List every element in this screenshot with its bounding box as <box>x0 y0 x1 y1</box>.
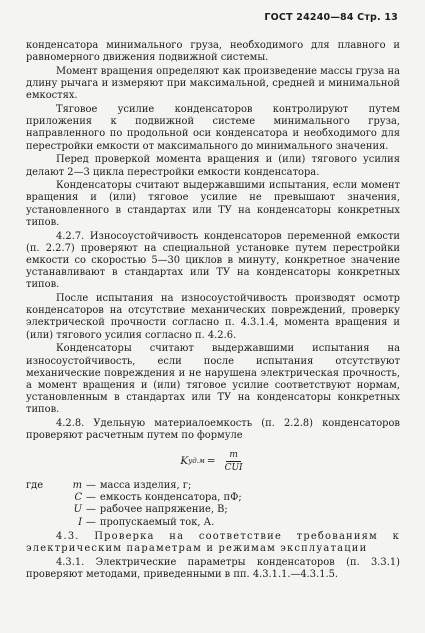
document-body <box>26 40 400 583</box>
definitions-list <box>26 480 400 529</box>
definition-row <box>26 492 400 504</box>
paragraphs-block-a <box>26 40 400 443</box>
definition-symbol: I <box>78 516 82 528</box>
definition-dash: — <box>86 492 96 504</box>
formula-equals: = <box>206 455 216 468</box>
definition-symbol: U <box>73 504 82 516</box>
formula-numerator: m <box>226 449 241 462</box>
paragraph: Тяговое усилие конденсаторов контролируют путем приложения к подвижной системе минимального груза, направленного по продольной оси конденсатора и необходимого для перестройки емкости от максимального до минимального значения. <box>26 104 400 152</box>
definition-symbol: m <box>72 479 82 491</box>
definition-desc: емкость конденсатора, пФ; <box>99 492 242 504</box>
definition-row <box>26 517 400 529</box>
paragraph: конденсатора минимального груза, необходимого для плавного и равномерного движения подвижной системы. <box>26 40 400 64</box>
formula-fraction <box>222 449 246 474</box>
definition-lead: где <box>26 479 44 491</box>
page-header: ГОСТ 24240—84 Стр. 13 <box>264 12 398 23</box>
formula-lhs: K <box>180 455 189 468</box>
paragraph: Перед проверкой момента вращения и (или) тягового усилия делают 2—3 цикла перестройки емкости конденсатора. <box>26 154 400 178</box>
paragraphs-block-b <box>26 531 400 581</box>
definition-lead <box>26 492 56 504</box>
paragraph: 4.3.1. Электрические параметры конденсаторов (п. 3.3.1) проверяют методами, приведенными в пп. 4.3.1.1.—4.3.1.5. <box>26 556 400 580</box>
definition-desc: рабочее напряжение, В; <box>99 504 228 516</box>
paragraph: Конденсаторы считают выдержавшими испытания на износоустойчивость, если после испытания отсутствуют механические повреждения и не нарушена электрическая прочность, а момент вращения и (или) тяговое усилие соответствуют нормам, установленным в стандартах или ТУ на конденсаторы конкретных типов. <box>26 343 400 416</box>
definition-row <box>26 504 400 516</box>
paragraph: 4.3. Проверка на соответствие требованиям к электрическим параметрам и режимам эксплуатации <box>26 530 400 554</box>
definition-dash: — <box>86 479 96 491</box>
paragraph: После испытания на износоустойчивость производят осмотр конденсаторов на отсутствие механических повреждений, проверку электрической прочности согласно п. 4.3.1.4, момента вращения и (или) тягового усилия согласно п. 4.2.6. <box>26 293 400 341</box>
definition-dash: — <box>86 504 96 516</box>
paragraph: 4.2.8. Удельную материалоемкость (п. 2.2.8) конденсаторов проверяют расчетным путем по формуле <box>26 418 400 442</box>
paragraph: 4.2.7. Износоустойчивость конденсаторов переменной емкости (п. 2.2.7) проверяют на специальной установке путем перестройки емкости со скоростью 5—30 циклов в минуту, конкретное значение устанавливают в стандартах или ТУ на конденсаторы конкретных типов. <box>26 230 400 291</box>
definition-desc: масса изделия, г; <box>99 479 192 491</box>
definition-dash: — <box>86 516 96 528</box>
definition-desc: пропускаемый ток, А. <box>99 516 215 528</box>
definition-lead <box>26 504 56 516</box>
definition-symbol: C <box>74 492 82 504</box>
definition-lead <box>26 517 56 529</box>
definition-row <box>26 480 400 492</box>
formula-lhs-subscript: уд.м <box>188 457 205 466</box>
paragraph: Момент вращения определяют как произведение массы груза на длину рычага и измеряют при максимальной, средней и минимальной емкостях. <box>26 65 400 102</box>
paragraph: Конденсаторы считают выдержавшими испытания, если момент вращения и (или) тяговое усилие не превышают значения, установленного в стандартах или ТУ на конденсаторы конкретных типов. <box>26 180 400 228</box>
formula-denominator: CUI <box>224 462 243 473</box>
formula <box>26 449 400 474</box>
